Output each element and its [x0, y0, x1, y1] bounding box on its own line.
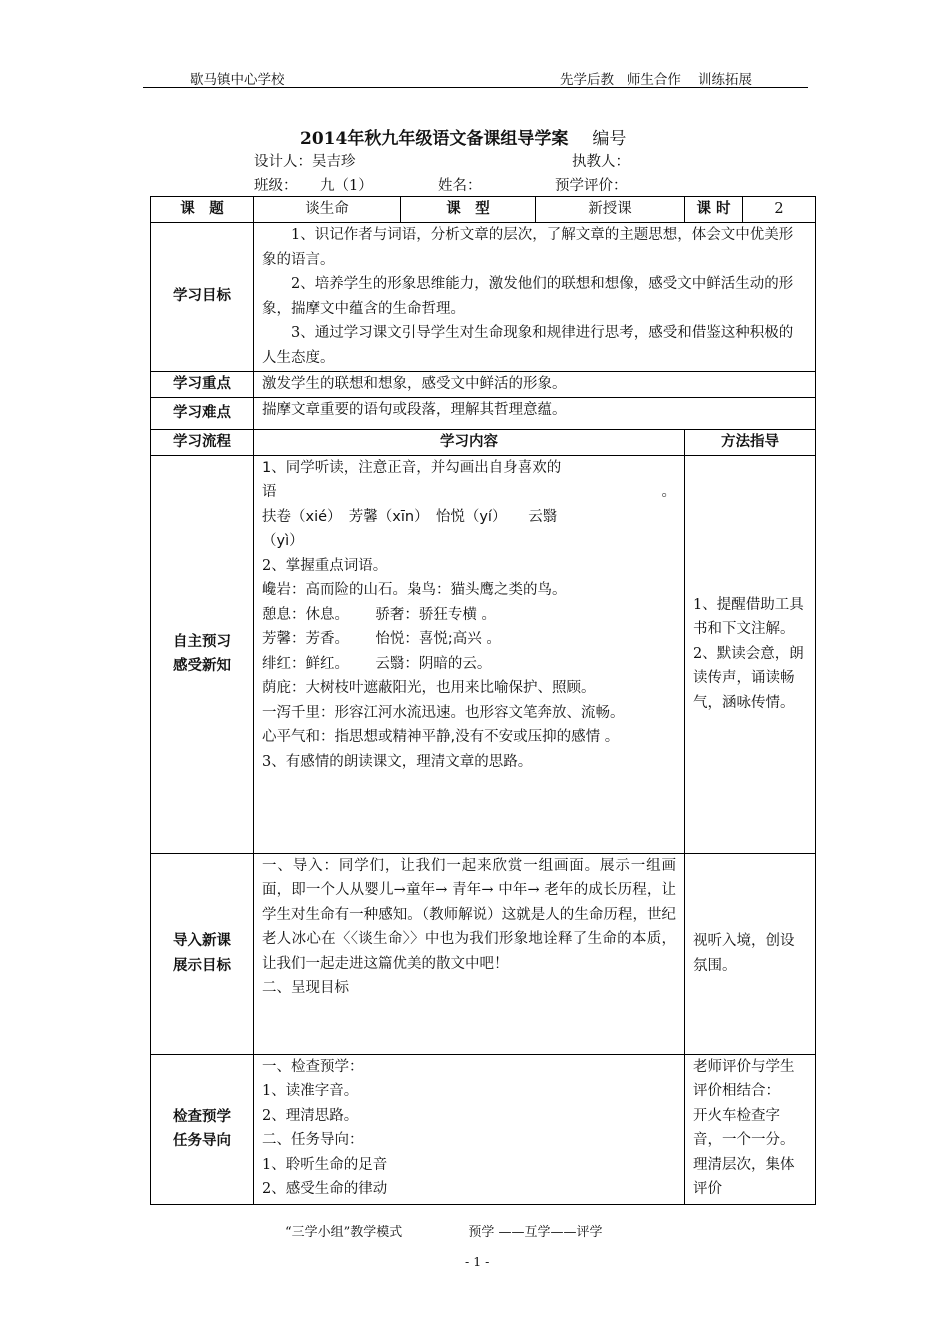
lesson-plan-table [150, 196, 816, 1205]
intro-content [254, 853, 685, 1054]
preview-label [151, 455, 254, 853]
intro-label [151, 853, 254, 1054]
class-label: 班级： [254, 178, 298, 194]
table-row [151, 455, 816, 853]
header-rule [143, 87, 808, 88]
vocab-item: 荫庇：大树枝叶遮蔽阳光，也用来比喻保护、照顾。 [262, 680, 596, 696]
focus-text: 激发学生的联想和想象，感受文中鲜活的形象。 [254, 371, 816, 397]
check-label [151, 1054, 254, 1204]
table-row [151, 853, 816, 1054]
check-line: 2、感受生命的律动 [262, 1181, 388, 1197]
goals-content [254, 222, 816, 371]
intro-label-line: 导入新课 [173, 933, 231, 949]
goal-item: 2、培养学生的形象思维能力，激发他们的联想和想像，感受文中鲜活生动的形象，揣摩文中蕴含的生命哲理。 [262, 276, 794, 317]
vocab-item: 芳馨：芳香。 怡悦：喜悦;高兴 。 [262, 631, 501, 647]
table-row [151, 197, 816, 223]
check-method-line: 理清层次，集体评价 [693, 1156, 795, 1197]
footer-text: “三学小组”教学模式 预学 ——互学——评学 [285, 1225, 603, 1240]
goal-item: 3、通过学习课文引导学生对生命现象和规律进行思考，感受和借鉴这种积极的人生态度。 [262, 325, 794, 366]
designer-label: 设计人： [254, 154, 312, 170]
intro-label-line: 展示目标 [173, 957, 231, 974]
hours-value: 2 [743, 197, 816, 223]
check-label-line: 任务导向 [173, 1133, 231, 1149]
preview-content [254, 455, 685, 853]
difficulty-text: 揣摩文章重要的语句或段落，理解其哲理意蕴。 [254, 397, 816, 429]
difficulty-label: 学习难点 [151, 397, 254, 429]
check-method [685, 1054, 816, 1204]
name-label: 姓名： [438, 178, 482, 194]
header-motto: 先学后教 师生合作 训练拓展 [560, 72, 753, 88]
preview-line: 3、有感情的朗读课文，理清文章的思路。 [262, 753, 533, 770]
preview-line [262, 480, 676, 505]
table-row [151, 1054, 816, 1204]
title-number-label: 编号 [592, 129, 627, 149]
teacher-label: 执教人： [572, 154, 630, 170]
designer-field [254, 150, 356, 171]
preview-line: 1、同学听读，注意正音，并勾画出自身喜欢的 [262, 459, 562, 476]
check-label-line: 检查预学 [173, 1108, 231, 1125]
topic-value: 谈生命 [254, 197, 401, 223]
class-value: 九（1） [320, 178, 373, 194]
preview-line: 2、掌握重点词语。 [262, 557, 388, 574]
type-label: 课 型 [401, 197, 536, 223]
goal-item: 1、识记作者与词语，分析文章的层次，了解文章的主题思想，体会文中优美形象的语言。 [262, 227, 794, 268]
pinyin-line: （yì） [262, 533, 304, 549]
check-method-line: 开火车检查字音，一个一分。 [693, 1107, 795, 1148]
preview-word: 。 [661, 484, 676, 500]
vocab-item: 一泻千里：形容江河水流迅速。也形容文笔奔放、流畅。 [262, 704, 625, 721]
hours-label: 课 时 [685, 197, 743, 223]
type-value: 新授课 [536, 197, 685, 223]
eval-label: 预学评价： [555, 178, 628, 194]
preview-label-line: 感受新知 [173, 658, 231, 674]
title-text: 2014年秋九年级语文备课组导学案 [300, 129, 569, 149]
intro-text: 一、导入：同学们，让我们一起来欣赏一组画面。展示一组画面，即一个人从婴儿→童年→ 青年→ 中年→ 老年的成长历程，让学生对生命有一种感知。（教师解说）这就是人的生命历程，世纪老人冰心在〈〈谈生命〉〉中也为我们形象地诠释了生命的本质，让我们一起走进这篇优美的散文中吧！ [262, 857, 676, 972]
page-title [300, 124, 626, 149]
check-line: 一、检查预学： [262, 1058, 364, 1075]
vocab-item: 绯红：鲜红。 云翳：阴暗的云。 [262, 655, 492, 672]
check-content [254, 1054, 685, 1204]
vocab-item: 巉岩：高而险的山石。枭鸟：猫头鹰之类的鸟。 [262, 582, 567, 598]
check-line: 1、聆听生命的足音 [262, 1156, 388, 1173]
table-row [151, 397, 816, 429]
intro-line: 二、呈现目标 [262, 980, 349, 996]
table-row [151, 371, 816, 397]
vocab-item: 憩息：休息。 骄奢：骄狂专横 。 [262, 606, 496, 623]
check-line: 2、理清思路。 [262, 1107, 359, 1124]
goals-label: 学习目标 [151, 222, 254, 371]
method-header: 方法指导 [685, 429, 816, 455]
check-line: 二、任务导向： [262, 1132, 364, 1148]
page-number: - 1 - [465, 1254, 490, 1269]
table-row [151, 222, 816, 371]
designer-value: 吴吉珍 [312, 154, 356, 170]
content-header: 学习内容 [254, 429, 685, 455]
pinyin-line: 扶卷（xié） 芳馨（xīn） 怡悦（yí） 云翳 [262, 508, 558, 525]
check-line: 1、读准字音。 [262, 1083, 359, 1099]
preview-word: 语 [262, 484, 277, 500]
focus-label: 学习重点 [151, 371, 254, 397]
table-row [151, 429, 816, 455]
flow-header: 学习流程 [151, 429, 254, 455]
check-method-line: 老师评价与学生评价相结合： [693, 1058, 795, 1099]
vocab-item: 心平气和：指思想或精神平静,没有不安或压抑的感情 。 [262, 729, 620, 745]
intro-method: 视听入境，创设氛围。 [685, 853, 816, 1054]
preview-method: 1、提醒借助工具书和下文注解。 2、默读会意，朗读传声，诵读畅气，涵咏传情。 [685, 455, 816, 853]
preview-label-line: 自主预习 [173, 633, 231, 650]
topic-label: 课 题 [151, 197, 254, 223]
header-school: 歇马镇中心学校 [190, 72, 285, 88]
